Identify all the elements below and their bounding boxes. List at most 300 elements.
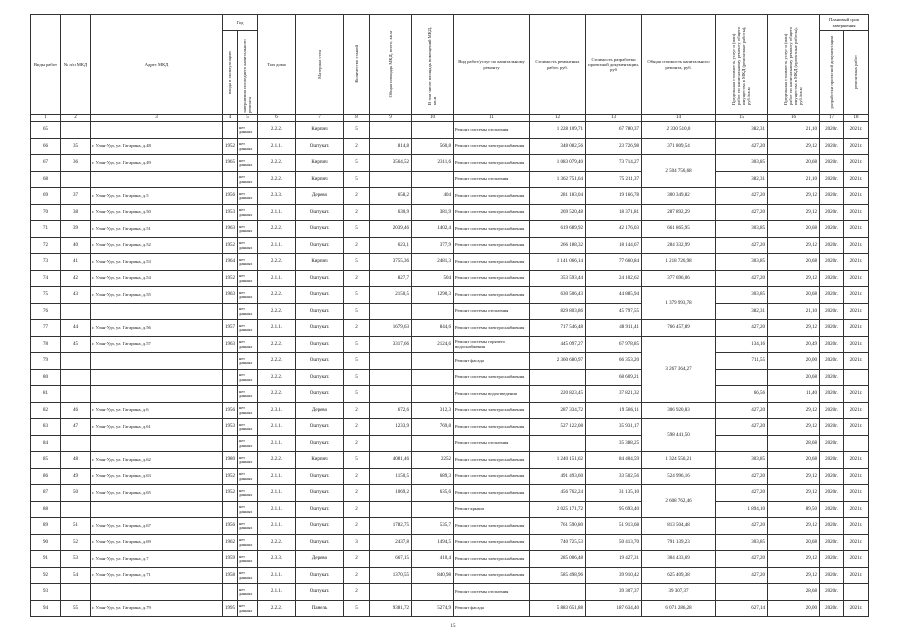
cell-address: г. Улан-Удэ, ул. Гагарина, д.6: [91, 402, 223, 419]
cell-mkd-number: [61, 171, 91, 188]
cell-mkd-number: 36: [61, 155, 91, 172]
cell-deadline-repair: 2021г.: [844, 188, 869, 205]
cell-limit-design: 20,68: [768, 287, 820, 304]
cell-total-area: [370, 584, 412, 601]
cell-year-last-repair: нет данных: [238, 270, 258, 287]
cell-design-cost: 33 502,56: [586, 468, 642, 485]
cell-deadline-design: 2020г.: [820, 518, 844, 535]
cell-repair-cost: [530, 369, 586, 386]
cell-mkd-number: 39: [61, 221, 91, 238]
cell-house-type: 2.1.1.: [258, 567, 296, 584]
cell-limit-design: 21,10: [768, 171, 820, 188]
table-row: [31, 353, 869, 370]
cell-repair-cost: 740 725,53: [530, 534, 586, 551]
header-limit-repair-cell: [716, 15, 768, 115]
cell-work-type-code: 67: [31, 155, 61, 172]
cell-wall-material: Оштукат.: [296, 369, 344, 386]
cell-mkd-number: 50: [61, 485, 91, 502]
header-wall-material-cell: [296, 15, 344, 115]
cell-house-type: 2.2.2.: [258, 221, 296, 238]
cell-mkd-number: 54: [61, 567, 91, 584]
cell-floors: 2: [344, 419, 370, 436]
cell-wall-material: Оштукат.: [296, 204, 344, 221]
cell-year-last-repair: нет данных: [238, 155, 258, 172]
cell-repair-cost: 348 082,56: [530, 138, 586, 155]
cell-work-description: Ремонт фасада: [454, 600, 530, 617]
cell-wall-material: Кирпич: [296, 171, 344, 188]
cell-wall-material: Кирпич: [296, 155, 344, 172]
cell-work-description: Ремонт системы отопления: [454, 122, 530, 139]
cell-house-type: 2.1.1.: [258, 468, 296, 485]
cell-repair-cost: 287 334,72: [530, 402, 586, 419]
cell-mkd-number: [61, 369, 91, 386]
cell-floors: 2: [344, 188, 370, 205]
cell-design-cost: 35 388,25: [586, 435, 642, 452]
cell-work-type-code: 88: [31, 501, 61, 518]
table-row: [31, 270, 869, 287]
cell-deadline-repair: 2021г.: [844, 551, 869, 568]
cell-mkd-number: 45: [61, 336, 91, 353]
cell-design-cost: 51 913,68: [586, 518, 642, 535]
cell-house-type: 2.1.1.: [258, 204, 296, 221]
cell-limit-design: 20,68: [768, 221, 820, 238]
cell-floors: 2: [344, 435, 370, 452]
cell-wall-material: Панель: [296, 600, 344, 617]
table-row: [31, 254, 869, 271]
header-year-commissioning: ввода в эксплуатацию: [227, 50, 233, 94]
cell-wall-material: Оштукат.: [296, 534, 344, 551]
cell-work-description: Ремонт системы электроснабжения: [454, 320, 530, 337]
header-address: Адрес МКД: [91, 15, 223, 115]
cell-year-commissioning: 1980: [223, 452, 238, 469]
cell-repair-cost: 269 520,48: [530, 204, 586, 221]
cell-work-description: Ремонт системы электроснабжения: [454, 138, 530, 155]
cell-mkd-number: 44: [61, 320, 91, 337]
table-row: [31, 452, 869, 469]
cell-deadline-repair: 2021г.: [844, 567, 869, 584]
cell-mkd-number: [61, 386, 91, 403]
cell-house-type: 2.2.2.: [258, 600, 296, 617]
cell-deadline-repair: 2021г.: [844, 155, 869, 172]
header-limit-design-cell: [768, 15, 820, 115]
cell-address: г. Улан-Удэ, ул. Гагарина, д.49: [91, 155, 223, 172]
cell-repair-cost: 353 593,44: [530, 270, 586, 287]
cell-limit-repair: 711,55: [716, 353, 768, 370]
cell-limit-repair: 303,85: [716, 452, 768, 469]
cell-premises-area: [412, 386, 454, 403]
cell-deadline-design: 2020г.: [820, 600, 844, 617]
cell-address: г. Улан-Удэ, ул. Гагарина, д.5: [91, 188, 223, 205]
cell-year-last-repair: нет данных: [238, 254, 258, 271]
cell-limit-repair: 427,20: [716, 320, 768, 337]
cell-premises-area: 410,4: [412, 551, 454, 568]
cell-floors: 2: [344, 138, 370, 155]
cell-total-cost: 39 307,37: [642, 584, 716, 601]
cell-total-cost: 2 608 762,46: [642, 485, 716, 518]
cell-repair-cost: 1 362 751,64: [530, 171, 586, 188]
cell-design-cost: 45 797,55: [586, 303, 642, 320]
header-planned-deadline: Плановый срок завершения: [820, 15, 869, 31]
cell-premises-area: 1402,4: [412, 221, 454, 238]
cell-address: г. Улан-Удэ, ул. Гагарина, д.52: [91, 237, 223, 254]
cell-limit-repair: 1 894,10: [716, 501, 768, 518]
cell-year-commissioning: [223, 386, 238, 403]
cell-house-type: 2.2.2.: [258, 122, 296, 139]
cell-wall-material: Кирпич: [296, 452, 344, 469]
table-row: [31, 419, 869, 436]
cell-total-area: 1069,2: [370, 485, 412, 502]
cell-house-type: 2.1.1.: [258, 237, 296, 254]
cell-year-commissioning: 1953: [223, 419, 238, 436]
table-row: [31, 534, 869, 551]
cell-design-cost: 84 404,59: [586, 452, 642, 469]
cell-work-type-code: 83: [31, 419, 61, 436]
cell-deadline-repair: 2021г.: [844, 270, 869, 287]
table-row: [31, 122, 869, 139]
column-number: 11: [454, 115, 530, 122]
cell-deadline-design: 2020г.: [820, 468, 844, 485]
cell-year-last-repair: нет данных: [238, 369, 258, 386]
column-number: 5: [238, 115, 258, 122]
cell-limit-repair: 427,20: [716, 402, 768, 419]
column-number: 14: [642, 115, 716, 122]
cell-design-cost: 77 660,84: [586, 254, 642, 271]
cell-total-area: 667,15: [370, 551, 412, 568]
cell-total-cost: 766 457,89: [642, 320, 716, 337]
cell-repair-cost: [530, 584, 586, 601]
cell-year-last-repair: нет данных: [238, 518, 258, 535]
cell-total-cost: 625 409,38: [642, 567, 716, 584]
cell-mkd-number: [61, 122, 91, 139]
column-number: 13: [586, 115, 642, 122]
cell-year-last-repair: нет данных: [238, 600, 258, 617]
cell-work-type-code: 68: [31, 171, 61, 188]
cell-limit-design: 28,68: [768, 435, 820, 452]
table-row: [31, 303, 869, 320]
cell-year-last-repair: нет данных: [238, 485, 258, 502]
cell-design-cost: 39 307,37: [586, 584, 642, 601]
cell-deadline-design: 2020г.: [820, 435, 844, 452]
column-number: 16: [768, 115, 820, 122]
cell-total-area: [370, 369, 412, 386]
cell-deadline-repair: 2021г.: [844, 122, 869, 139]
cell-premises-area: [412, 435, 454, 452]
cell-floors: 5: [344, 353, 370, 370]
cell-work-description: Ремонт системы отопления: [454, 435, 530, 452]
cell-address: г. Улан-Удэ, ул. Гагарина, д.69: [91, 534, 223, 551]
cell-year-commissioning: 1963: [223, 336, 238, 353]
cell-mkd-number: 43: [61, 287, 91, 304]
cell-address: г. Улан-Удэ, ул. Гагарина, д.7: [91, 551, 223, 568]
cell-address: г. Улан-Удэ, ул. Гагарина, д.63: [91, 468, 223, 485]
cell-mkd-number: 52: [61, 534, 91, 551]
table-row: [31, 435, 869, 452]
cell-work-type-code: 74: [31, 270, 61, 287]
cell-mkd-number: 48: [61, 452, 91, 469]
header-year-commissioning-cell: [223, 31, 238, 115]
cell-total-area: 1370,55: [370, 567, 412, 584]
cell-mkd-number: [61, 353, 91, 370]
cell-design-cost: 44 885,94: [586, 287, 642, 304]
cell-work-type-code: 72: [31, 237, 61, 254]
cell-total-cost: 598 441,50: [642, 419, 716, 452]
cell-year-commissioning: 1956: [223, 188, 238, 205]
cell-premises-area: 1290,3: [412, 287, 454, 304]
cell-limit-design: 21,10: [768, 303, 820, 320]
cell-deadline-design: 2020г.: [820, 402, 844, 419]
cell-house-type: 2.2.2.: [258, 534, 296, 551]
cell-work-type-code: 81: [31, 386, 61, 403]
cell-design-cost: 24 102,62: [586, 270, 642, 287]
cell-work-description: Ремонт системы электроснабжения: [454, 188, 530, 205]
cell-design-cost: 42 176,03: [586, 221, 642, 238]
cell-repair-cost: 717 546,48: [530, 320, 586, 337]
cell-deadline-design: 2020г.: [820, 122, 844, 139]
cell-deadline-repair: [844, 584, 869, 601]
cell-limit-design: 29,12: [768, 485, 820, 502]
table-row: [31, 188, 869, 205]
cell-address: [91, 353, 223, 370]
cell-deadline-design: 2020г.: [820, 501, 844, 518]
cell-floors: 2: [344, 320, 370, 337]
cell-work-type-code: 93: [31, 584, 61, 601]
cell-work-type-code: 65: [31, 122, 61, 139]
cell-floors: 5: [344, 336, 370, 353]
cell-deadline-design: 2020г.: [820, 386, 844, 403]
cell-mkd-number: 37: [61, 188, 91, 205]
cell-work-description: Ремонт системы электроснабжения: [454, 567, 530, 584]
cell-limit-repair: 427,20: [716, 237, 768, 254]
cell-work-type-code: 85: [31, 452, 61, 469]
header-deadline-design: разработки проектной документации: [828, 35, 834, 109]
table-row: [31, 138, 869, 155]
cell-design-cost: 73 714,27: [586, 155, 642, 172]
column-number: 18: [844, 115, 869, 122]
cell-total-area: 827,7: [370, 270, 412, 287]
cell-wall-material: Оштукат.: [296, 584, 344, 601]
cell-design-cost: 187 634,40: [586, 600, 642, 617]
cell-house-type: 2.1.1.: [258, 501, 296, 518]
cell-premises-area: 381,9: [412, 204, 454, 221]
cell-deadline-repair: [844, 369, 869, 386]
cell-total-cost: 287 892,29: [642, 204, 716, 221]
table-row: [31, 171, 869, 188]
cell-floors: 2: [344, 485, 370, 502]
cell-wall-material: Оштукат.: [296, 419, 344, 436]
cell-year-commissioning: 1956: [223, 518, 238, 535]
cell-deadline-design: 2020г.: [820, 551, 844, 568]
cell-work-type-code: 86: [31, 468, 61, 485]
cell-total-area: 3317,66: [370, 336, 412, 353]
cell-year-last-repair: нет данных: [238, 402, 258, 419]
cell-house-type: 2.2.2.: [258, 303, 296, 320]
header-floors-cell: [344, 15, 370, 115]
cell-floors: 2: [344, 518, 370, 535]
cell-house-type: 2.1.1.: [258, 419, 296, 436]
cell-work-type-code: 89: [31, 518, 61, 535]
cell-floors: 5: [344, 303, 370, 320]
cell-work-description: Ремонт системы электроснабжения: [454, 254, 530, 271]
cell-deadline-repair: 2021г.: [844, 419, 869, 436]
cell-wall-material: Оштукат.: [296, 336, 344, 353]
cell-total-cost: 284 332,99: [642, 237, 716, 254]
cell-total-area: 672,6: [370, 402, 412, 419]
table-header: [31, 15, 869, 122]
cell-address: г. Улан-Удэ, ул. Гагарина, д.71: [91, 567, 223, 584]
cell-total-area: [370, 353, 412, 370]
cell-total-area: 9381,72: [370, 600, 412, 617]
cell-premises-area: 504: [412, 270, 454, 287]
cell-mkd-number: [61, 584, 91, 601]
cell-wall-material: Оштукат.: [296, 386, 344, 403]
cell-year-commissioning: [223, 584, 238, 601]
cell-limit-repair: 427,20: [716, 468, 768, 485]
cell-total-cost: 371 809,54: [642, 138, 716, 155]
cell-floors: 5: [344, 600, 370, 617]
header-total-area-cell: [370, 15, 412, 115]
header-wall-material: Материал стен: [316, 49, 322, 79]
cell-limit-repair: 427,20: [716, 518, 768, 535]
header-vid-rabot: Виды работ: [31, 15, 61, 115]
cell-limit-design: 21,10: [768, 122, 820, 139]
cell-house-type: 2.2.2.: [258, 336, 296, 353]
cell-address: г. Улан-Удэ, ул. Гагарина, д.55: [91, 287, 223, 304]
cell-deadline-design: 2020г.: [820, 204, 844, 221]
table-row: [31, 551, 869, 568]
cell-total-cost: 3 267 364,27: [642, 336, 716, 402]
cell-repair-cost: 491 493,60: [530, 468, 586, 485]
cell-year-commissioning: 1963: [223, 221, 238, 238]
cell-wall-material: Дерево: [296, 551, 344, 568]
cell-deadline-design: 2020г.: [820, 188, 844, 205]
cell-deadline-repair: 2021г.: [844, 254, 869, 271]
cell-premises-area: 312,3: [412, 402, 454, 419]
cell-deadline-repair: 2021г.: [844, 320, 869, 337]
cell-limit-repair: 427,20: [716, 138, 768, 155]
cell-year-commissioning: 1963: [223, 287, 238, 304]
cell-house-type: 2.1.1.: [258, 518, 296, 535]
header-work-type: Вид работ/услуг по капитальному ремонту: [454, 15, 530, 115]
table-body: [31, 122, 869, 617]
cell-house-type: 2.3.3.: [258, 188, 296, 205]
cell-total-area: 1679,63: [370, 320, 412, 337]
cell-work-type-code: 90: [31, 534, 61, 551]
cell-year-last-repair: нет данных: [238, 204, 258, 221]
cell-repair-cost: 445 097,27: [530, 336, 586, 353]
cell-limit-design: 20,68: [768, 534, 820, 551]
cell-wall-material: Кирпич: [296, 122, 344, 139]
cell-deadline-design: 2020г.: [820, 353, 844, 370]
cell-work-type-code: 80: [31, 369, 61, 386]
cell-year-commissioning: 1957: [223, 320, 238, 337]
cell-house-type: 2.2.2.: [258, 452, 296, 469]
cell-year-commissioning: 1952: [223, 468, 238, 485]
cell-address: г. Улан-Удэ, ул. Гагарина, д.57: [91, 336, 223, 353]
cell-design-cost: 19 586,11: [586, 402, 642, 419]
cell-year-commissioning: 1965: [223, 155, 238, 172]
cell-design-cost: 39 910,42: [586, 567, 642, 584]
cell-address: г. Улан-Удэ, ул. Гагарина, д.48: [91, 138, 223, 155]
cell-work-description: Ремонт системы электроснабжения: [454, 204, 530, 221]
cell-year-commissioning: [223, 122, 238, 139]
cell-wall-material: Оштукат.: [296, 567, 344, 584]
cell-repair-cost: 1 228 109,71: [530, 122, 586, 139]
cell-repair-cost: 220 823,45: [530, 386, 586, 403]
cell-total-area: 1150,5: [370, 468, 412, 485]
cell-deadline-design: 2020г.: [820, 452, 844, 469]
cell-premises-area: 2252: [412, 452, 454, 469]
cell-floors: 3: [344, 534, 370, 551]
header-premises-area: В том числе площадь помещений МКД, кв.м: [427, 26, 438, 105]
column-number-row: [31, 115, 869, 122]
cell-premises-area: 844,6: [412, 320, 454, 337]
cell-repair-cost: 630 506,43: [530, 287, 586, 304]
cell-limit-repair: 382,31: [716, 122, 768, 139]
cell-limit-design: 29,12: [768, 138, 820, 155]
cell-floors: 2: [344, 468, 370, 485]
cell-deadline-repair: 2021г.: [844, 221, 869, 238]
header-limit-design: Предельная стоимость услуг и (или) работ по капитальному ремонту общего имущества в МКД (проектные работы), руб./кв.м: [783, 26, 804, 105]
cell-limit-design: 29,12: [768, 419, 820, 436]
table-row: [31, 336, 869, 353]
cell-total-cost: 1 324 556,21: [642, 452, 716, 469]
cell-floors: 5: [344, 287, 370, 304]
cell-deadline-design: 2020г.: [820, 567, 844, 584]
cell-deadline-repair: 2021г.: [844, 452, 869, 469]
column-number: 10: [412, 115, 454, 122]
cell-address: г. Улан-Удэ, ул. Гагарина, д.61: [91, 419, 223, 436]
cell-deadline-repair: 2021г.: [844, 501, 869, 518]
cell-deadline-design: 2020г.: [820, 419, 844, 436]
table-row: [31, 501, 869, 518]
cell-house-type: 2.1.1.: [258, 485, 296, 502]
cell-deadline-repair: 2021г.: [844, 303, 869, 320]
cell-premises-area: 689,3: [412, 468, 454, 485]
cell-premises-area: 404: [412, 188, 454, 205]
cell-premises-area: [412, 369, 454, 386]
cell-total-area: 814,8: [370, 138, 412, 155]
cell-work-type-code: 71: [31, 221, 61, 238]
table-row: [31, 204, 869, 221]
cell-work-type-code: 73: [31, 254, 61, 271]
cell-mkd-number: 55: [61, 600, 91, 617]
cell-wall-material: Дерево: [296, 402, 344, 419]
cell-deadline-design: 2020г.: [820, 237, 844, 254]
cell-work-type-code: 69: [31, 188, 61, 205]
column-number: 17: [820, 115, 844, 122]
cell-work-type-code: 84: [31, 435, 61, 452]
cell-address: г. Улан-Удэ, ул. Гагарина, д.65: [91, 485, 223, 502]
cell-year-commissioning: [223, 435, 238, 452]
cell-address: г. Улан-Удэ, ул. Гагарина, д.62: [91, 452, 223, 469]
cell-limit-repair: 427,20: [716, 419, 768, 436]
cell-deadline-design: 2020г.: [820, 171, 844, 188]
table-row: [31, 237, 869, 254]
cell-limit-design: 20,68: [768, 254, 820, 271]
column-number: 12: [530, 115, 586, 122]
cell-mkd-number: 51: [61, 518, 91, 535]
cell-limit-repair: 427,20: [716, 551, 768, 568]
cell-deadline-repair: 2021г.: [844, 171, 869, 188]
cell-work-type-code: 91: [31, 551, 61, 568]
header-deadline-repair-cell: [844, 31, 869, 115]
cell-limit-design: 28,68: [768, 584, 820, 601]
cell-design-cost: 19 427,31: [586, 551, 642, 568]
cell-limit-repair: [716, 584, 768, 601]
cell-deadline-repair: 2021г.: [844, 402, 869, 419]
cell-wall-material: Оштукат.: [296, 501, 344, 518]
cell-year-last-repair: нет данных: [238, 171, 258, 188]
